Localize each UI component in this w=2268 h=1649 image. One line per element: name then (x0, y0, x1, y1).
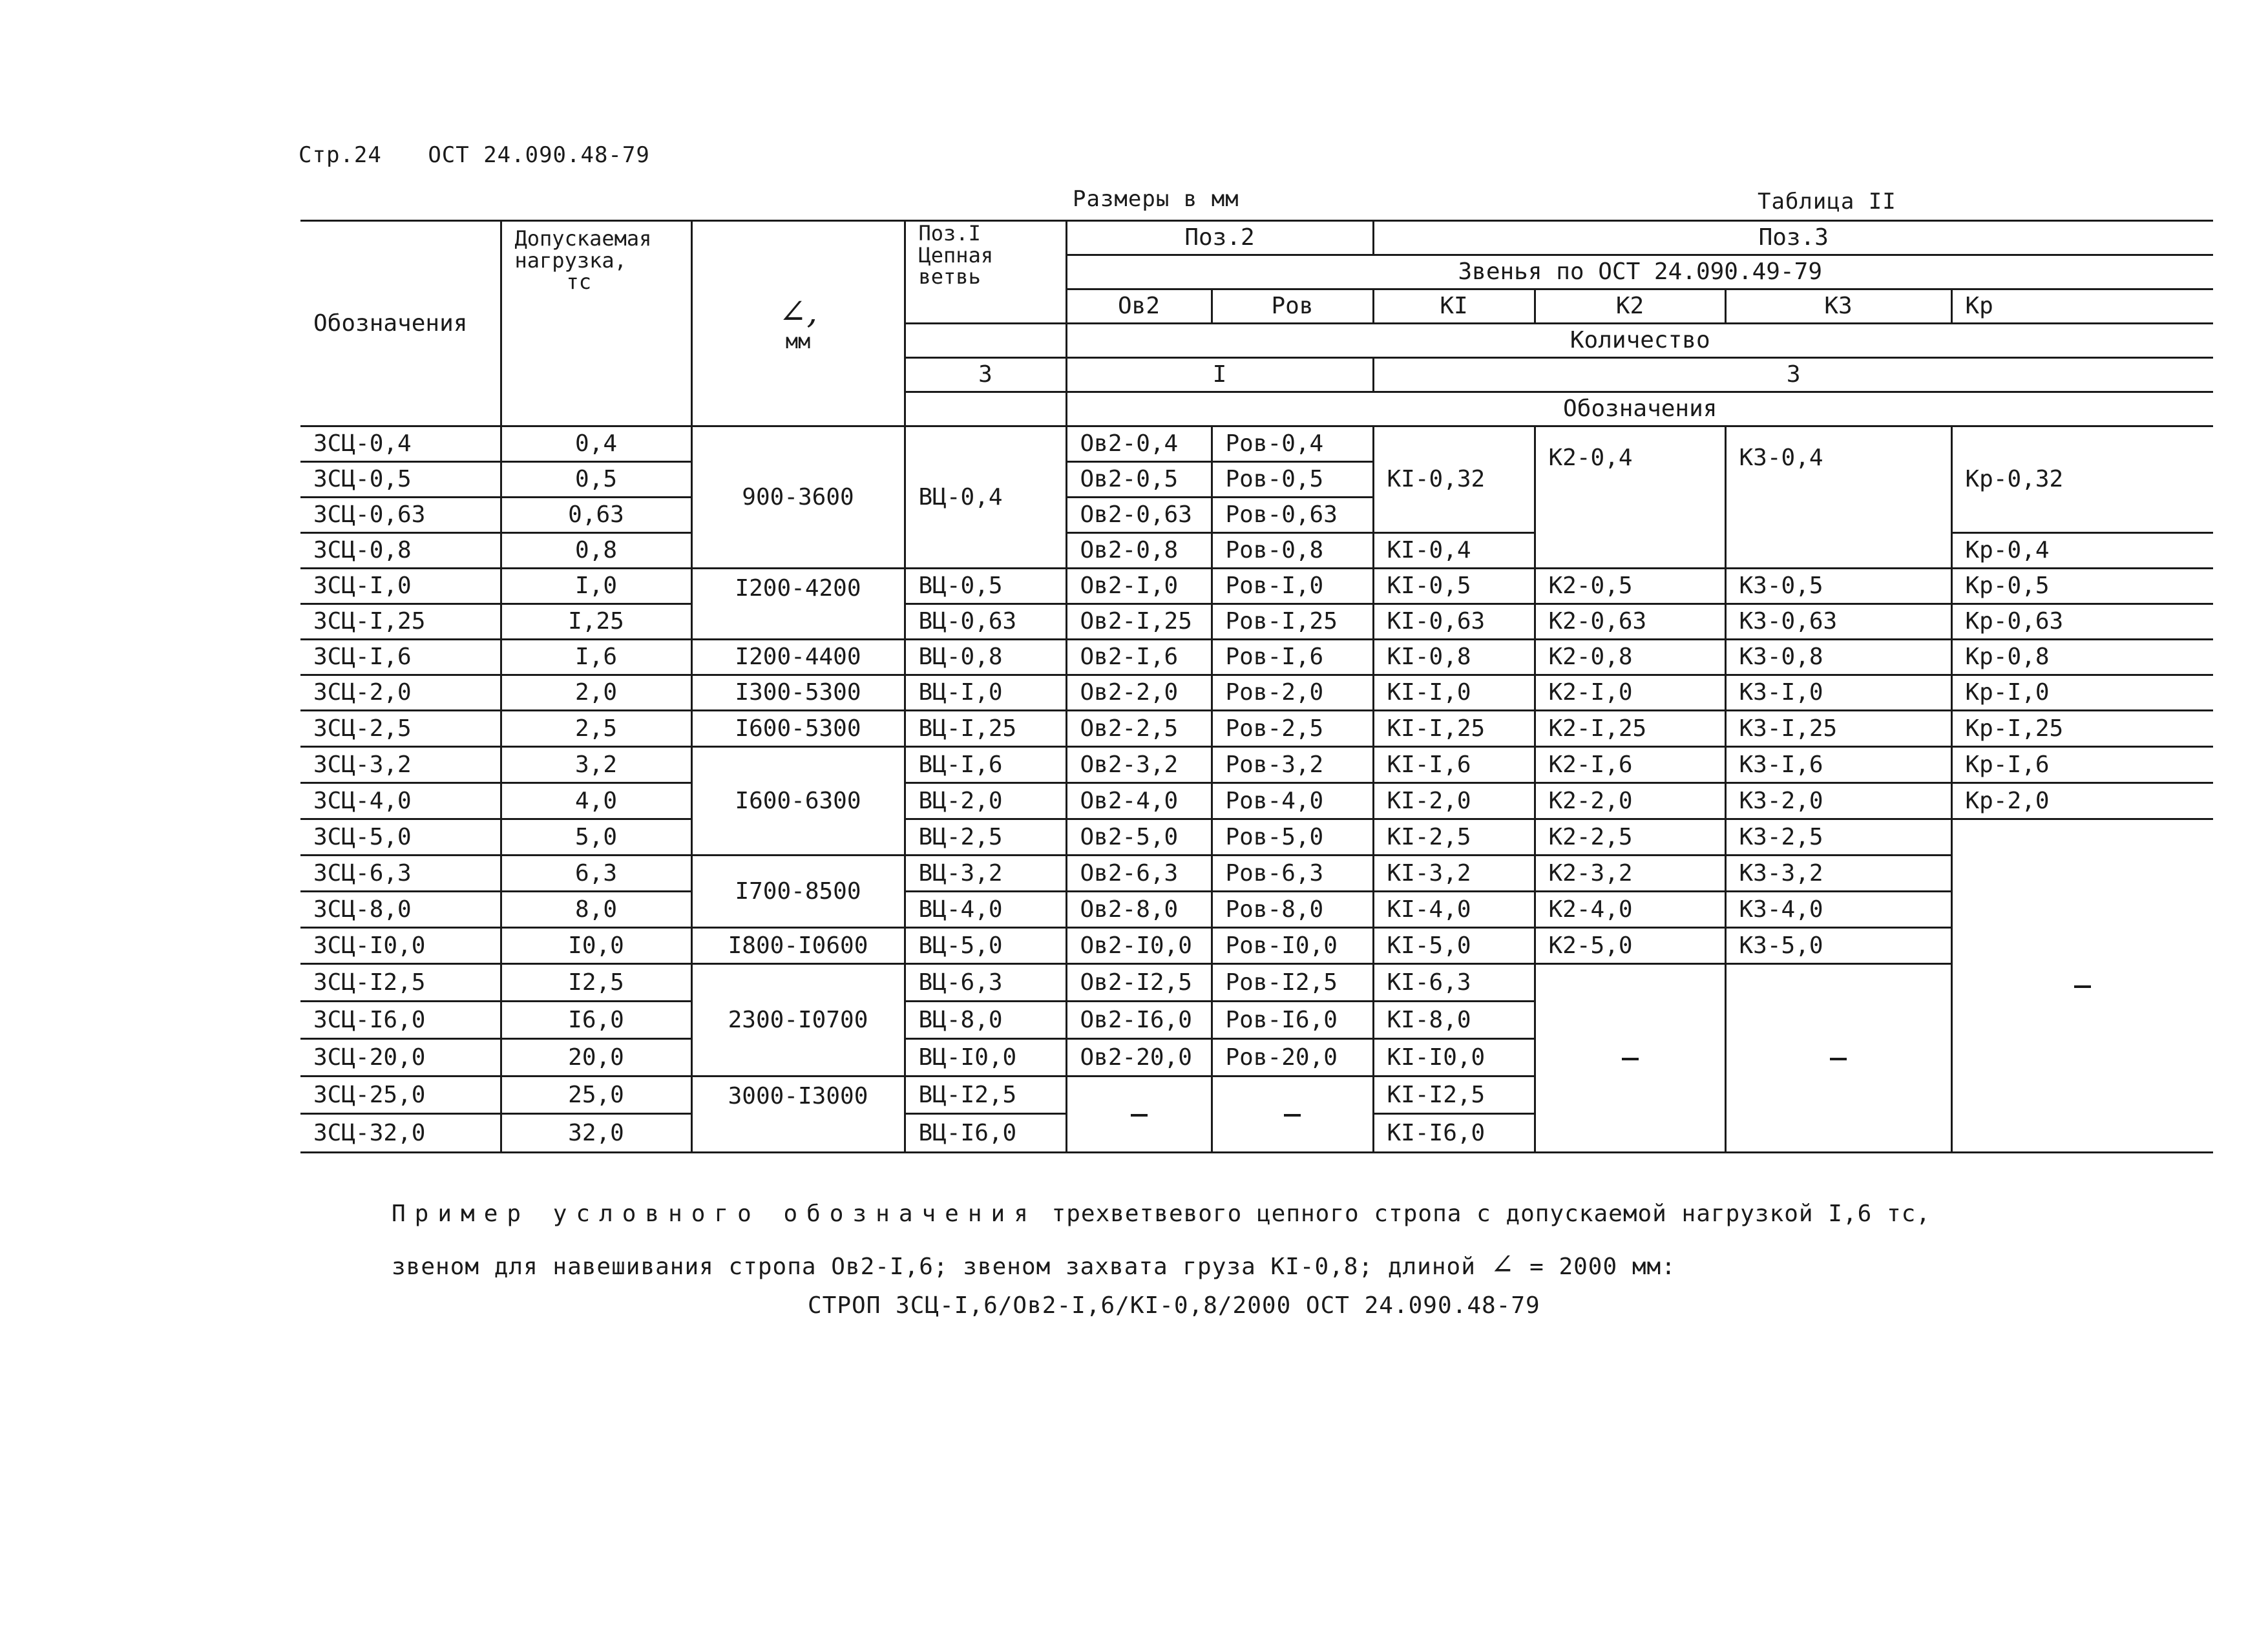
row-rov: Ров-0,8 (1212, 533, 1373, 569)
row-designation: 3СЦ-25,0 (300, 1077, 501, 1114)
row-load: 20,0 (501, 1039, 691, 1077)
row-rov: Ров-5,0 (1212, 819, 1373, 856)
row-kr: Кр-2,0 (1951, 783, 2213, 819)
row-k2: К2-2,5 (1535, 819, 1725, 856)
row-rov: Ров-2,5 (1212, 711, 1373, 747)
row-k1: КI-2,5 (1373, 819, 1535, 856)
header-pos3: Поз.3 (1373, 221, 2213, 255)
row-k1: КI-0,4 (1373, 533, 1535, 569)
table-row (300, 964, 2213, 1002)
row-k2: К2-0,63 (1535, 604, 1725, 640)
row-k1: КI-0,8 (1373, 640, 1535, 675)
row-ov2: Ов2-0,4 (1066, 426, 1212, 462)
row-length: I200-4200 (691, 569, 905, 640)
row-kr: Кр-I,0 (1951, 675, 2213, 711)
row-kr: Кр-0,32 (1951, 426, 2213, 533)
row-chain: ВЦ-3,2 (905, 856, 1066, 892)
row-k2: К2-2,0 (1535, 783, 1725, 819)
header-links-ref: Звенья по ОСТ 24.090.49-79 (1066, 255, 2213, 289)
row-ov2: Ов2-0,5 (1066, 462, 1212, 498)
row-k1: КI-8,0 (1373, 1002, 1535, 1039)
row-chain: ВЦ-2,0 (905, 783, 1066, 819)
row-load: I,6 (501, 640, 691, 675)
table-row (300, 604, 2213, 640)
row-load: 6,3 (501, 856, 691, 892)
row-load: 8,0 (501, 892, 691, 928)
row-designation: 3СЦ-I,6 (300, 640, 501, 675)
row-k1: КI-I6,0 (1373, 1114, 1535, 1153)
table-row (300, 711, 2213, 747)
row-k2: К2-5,0 (1535, 928, 1725, 964)
row-load: 5,0 (501, 819, 691, 856)
row-ov2-empty (1066, 1077, 1212, 1153)
row-chain: ВЦ-0,63 (905, 604, 1066, 640)
example-line-1-rest: трехветвевого цепного стропа с допускаемой нагрузкой I,6 тс, (1036, 1201, 1931, 1227)
row-k1: КI-0,5 (1373, 569, 1535, 604)
row-load: I2,5 (501, 964, 691, 1002)
row-kr: Кр-0,4 (1951, 533, 2213, 569)
row-rov: Ров-I0,0 (1212, 928, 1373, 964)
table-row (300, 640, 2213, 675)
row-rov: Ров-I2,5 (1212, 964, 1373, 1002)
row-designation: 3СЦ-0,4 (300, 426, 501, 462)
row-designation: 3СЦ-2,0 (300, 675, 501, 711)
row-load: 32,0 (501, 1114, 691, 1153)
row-kr: Кр-I,25 (1951, 711, 2213, 747)
row-chain: ВЦ-4,0 (905, 892, 1066, 928)
units-note: Размеры в мм (1073, 186, 1239, 212)
dash-mark (2074, 985, 2091, 988)
row-kr-empty (1951, 819, 2213, 1153)
row-k1: КI-5,0 (1373, 928, 1535, 964)
table-row (300, 426, 2213, 462)
row-ov2: Ов2-6,3 (1066, 856, 1212, 892)
row-k2: К2-I,0 (1535, 675, 1725, 711)
row-k3: К3-I,0 (1725, 675, 1951, 711)
row-length: 900-3600 (691, 426, 905, 569)
row-rov: Ров-I,25 (1212, 604, 1373, 640)
example-line-2-a: звеном для навешивания стропа Ов2-I,6; звеном захвата груза КI-0,8; длиной (392, 1254, 1491, 1280)
table-row (300, 928, 2213, 964)
header-pos2: Поз.2 (1066, 221, 1373, 255)
header-col-k1: КI (1373, 289, 1535, 324)
row-chain: ВЦ-I0,0 (905, 1039, 1066, 1077)
row-chain: ВЦ-I6,0 (905, 1114, 1066, 1153)
row-load: 4,0 (501, 783, 691, 819)
table-row (300, 569, 2213, 604)
row-k2: К2-4,0 (1535, 892, 1725, 928)
row-designation: 3СЦ-2,5 (300, 711, 501, 747)
row-rov: Ров-I6,0 (1212, 1002, 1373, 1039)
row-load: 2,5 (501, 711, 691, 747)
row-designation: 3СЦ-20,0 (300, 1039, 501, 1077)
row-ov2: Ов2-I,25 (1066, 604, 1212, 640)
row-designation: 3СЦ-I6,0 (300, 1002, 501, 1039)
row-designation: 3СЦ-0,5 (300, 462, 501, 498)
example-lead: Пример условного обозначения (392, 1201, 1037, 1227)
row-k1: КI-I2,5 (1373, 1077, 1535, 1114)
row-chain: ВЦ-0,5 (905, 569, 1066, 604)
row-k2: К2-3,2 (1535, 856, 1725, 892)
row-rov: Ров-20,0 (1212, 1039, 1373, 1077)
row-k3: К3-5,0 (1725, 928, 1951, 964)
row-chain: ВЦ-2,5 (905, 819, 1066, 856)
row-ov2: Ов2-4,0 (1066, 783, 1212, 819)
row-ov2: Ов2-2,5 (1066, 711, 1212, 747)
row-rov: Ров-0,63 (1212, 498, 1373, 533)
row-rov: Ров-0,5 (1212, 462, 1373, 498)
row-k3: К3-0,8 (1725, 640, 1951, 675)
dash-mark (1830, 1058, 1847, 1060)
row-k1: КI-3,2 (1373, 856, 1535, 892)
dash-mark (1622, 1058, 1639, 1060)
header-col-kr: Кр (1951, 289, 2213, 324)
row-length: 3000-I3000 (691, 1077, 905, 1153)
row-k1: КI-0,63 (1373, 604, 1535, 640)
header-designations: Обозначения (1066, 392, 2213, 426)
row-k2: К2-0,5 (1535, 569, 1725, 604)
row-designation: 3СЦ-0,63 (300, 498, 501, 533)
row-designation: 3СЦ-I2,5 (300, 964, 501, 1002)
row-designation: 3СЦ-4,0 (300, 783, 501, 819)
row-k2: К2-0,8 (1535, 640, 1725, 675)
row-chain: ВЦ-I,25 (905, 711, 1066, 747)
header-col-k3: К3 (1725, 289, 1951, 324)
row-k3: К3-0,5 (1725, 569, 1951, 604)
row-load: I6,0 (501, 1002, 691, 1039)
row-load: 0,63 (501, 498, 691, 533)
row-designation: 3СЦ-3,2 (300, 747, 501, 783)
dash-mark (1131, 1114, 1148, 1117)
row-ov2: Ов2-I0,0 (1066, 928, 1212, 964)
row-designation: 3СЦ-I,25 (300, 604, 501, 640)
row-kr: Кр-I,6 (1951, 747, 2213, 783)
row-chain: ВЦ-6,3 (905, 964, 1066, 1002)
spec-table (300, 220, 2213, 1153)
row-load: I0,0 (501, 928, 691, 964)
qty-pos1: 3 (905, 358, 1066, 392)
qty-pos2: I (1066, 358, 1373, 392)
row-k3: К3-2,5 (1725, 819, 1951, 856)
row-ov2: Ов2-0,63 (1066, 498, 1212, 533)
row-k3: К3-3,2 (1725, 856, 1951, 892)
header-pos1: Поз.I Цепная ветвь (905, 221, 1066, 324)
row-length: I600-5300 (691, 711, 905, 747)
row-load: 0,8 (501, 533, 691, 569)
row-load: 2,0 (501, 675, 691, 711)
row-chain: ВЦ-5,0 (905, 928, 1066, 964)
row-kr: Кр-0,8 (1951, 640, 2213, 675)
table-row (300, 856, 2213, 892)
row-designation: 3СЦ-6,3 (300, 856, 501, 892)
row-k1: КI-I,0 (1373, 675, 1535, 711)
row-chain: ВЦ-0,8 (905, 640, 1066, 675)
row-rov: Ров-I,0 (1212, 569, 1373, 604)
row-kr: Кр-0,5 (1951, 569, 2213, 604)
standard-number: ОСТ 24.090.48-79 (428, 142, 650, 168)
row-chain: ВЦ-8,0 (905, 1002, 1066, 1039)
row-rov: Ров-6,3 (1212, 856, 1373, 892)
row-k3-empty (1725, 964, 1951, 1153)
row-ov2: Ов2-I6,0 (1066, 1002, 1212, 1039)
row-length: 2300-I0700 (691, 964, 905, 1077)
row-k1: КI-I,25 (1373, 711, 1535, 747)
row-rov: Ров-2,0 (1212, 675, 1373, 711)
header-col-k2: К2 (1535, 289, 1725, 324)
row-ov2: Ов2-20,0 (1066, 1039, 1212, 1077)
example-line-2 (392, 1248, 1676, 1281)
row-k1: КI-4,0 (1373, 892, 1535, 928)
row-rov: Ров-0,4 (1212, 426, 1373, 462)
row-designation: 3СЦ-8,0 (300, 892, 501, 928)
row-rov: Ров-8,0 (1212, 892, 1373, 928)
row-load: 0,5 (501, 462, 691, 498)
header-col-ov2: Ов2 (1066, 289, 1212, 324)
row-length: I300-5300 (691, 675, 905, 711)
row-k1: КI-2,0 (1373, 783, 1535, 819)
row-k2-empty (1535, 964, 1725, 1153)
table-row (300, 819, 2213, 856)
header-col-rov: Ров (1212, 289, 1373, 324)
row-k1: КI-I0,0 (1373, 1039, 1535, 1077)
row-chain: ВЦ-I,0 (905, 675, 1066, 711)
row-k3: К3-0,63 (1725, 604, 1951, 640)
dash-mark (1284, 1114, 1301, 1117)
header-load: Допускаемая нагрузка, тс (501, 221, 691, 426)
row-rov: Ров-I,6 (1212, 640, 1373, 675)
row-k2: К2-I,25 (1535, 711, 1725, 747)
row-chain: ВЦ-I2,5 (905, 1077, 1066, 1114)
row-k2: К2-I,6 (1535, 747, 1725, 783)
table-row (300, 892, 2213, 928)
table-row (300, 747, 2213, 783)
row-designation: 3СЦ-5,0 (300, 819, 501, 856)
row-ov2: Ов2-8,0 (1066, 892, 1212, 928)
row-ov2: Ов2-0,8 (1066, 533, 1212, 569)
row-rov-empty (1212, 1077, 1373, 1153)
row-designation: 3СЦ-I0,0 (300, 928, 501, 964)
row-k1: КI-0,32 (1373, 426, 1535, 533)
example-line-2-b: = 2000 мм: (1515, 1254, 1676, 1280)
row-k3: К3-2,0 (1725, 783, 1951, 819)
row-rov: Ров-3,2 (1212, 747, 1373, 783)
row-designation: 3СЦ-0,8 (300, 533, 501, 569)
row-k3: К3-0,4 (1725, 426, 1951, 569)
row-kr: Кр-0,63 (1951, 604, 2213, 640)
header-length: ∠, мм (691, 221, 905, 426)
example-line-1 (392, 1201, 1931, 1227)
row-rov: Ров-4,0 (1212, 783, 1373, 819)
page-number: Стр.24 (299, 142, 382, 168)
example-designation: СТРОП 3СЦ-I,6/Ов2-I,6/КI-0,8/2000 ОСТ 24.090.48-79 (808, 1292, 1540, 1319)
row-length: I600-6300 (691, 747, 905, 856)
row-designation: 3СЦ-32,0 (300, 1114, 501, 1153)
header-quantity: Количество (1066, 324, 2213, 358)
row-k1: КI-I,6 (1373, 747, 1535, 783)
qty-pos3: 3 (1373, 358, 2213, 392)
row-length: I700-8500 (691, 856, 905, 928)
row-k1: КI-6,3 (1373, 964, 1535, 1002)
row-load: 0,4 (501, 426, 691, 462)
row-load: I,0 (501, 569, 691, 604)
row-length: I200-4400 (691, 640, 905, 675)
page-header (299, 142, 682, 168)
row-ov2: Ов2-2,0 (1066, 675, 1212, 711)
row-load: I,25 (501, 604, 691, 640)
row-k3: К3-I,25 (1725, 711, 1951, 747)
row-designation: 3СЦ-I,0 (300, 569, 501, 604)
row-ov2: Ов2-3,2 (1066, 747, 1212, 783)
row-ov2: Ов2-I,0 (1066, 569, 1212, 604)
row-k3: К3-I,6 (1725, 747, 1951, 783)
length-symbol: ∠ (1490, 1248, 1515, 1281)
row-k2: К2-0,4 (1535, 426, 1725, 569)
row-ov2: Ов2-5,0 (1066, 819, 1212, 856)
table-row (300, 783, 2213, 819)
table-row (300, 675, 2213, 711)
row-load: 25,0 (501, 1077, 691, 1114)
table-title: Таблица II (1758, 189, 1896, 215)
row-chain: ВЦ-I,6 (905, 747, 1066, 783)
row-ov2: Ов2-I2,5 (1066, 964, 1212, 1002)
row-length: I800-I0600 (691, 928, 905, 964)
row-k3: К3-4,0 (1725, 892, 1951, 928)
row-load: 3,2 (501, 747, 691, 783)
header-designation: Обозначения (300, 221, 501, 426)
row-ov2: Ов2-I,6 (1066, 640, 1212, 675)
row-chain: ВЦ-0,4 (905, 426, 1066, 569)
